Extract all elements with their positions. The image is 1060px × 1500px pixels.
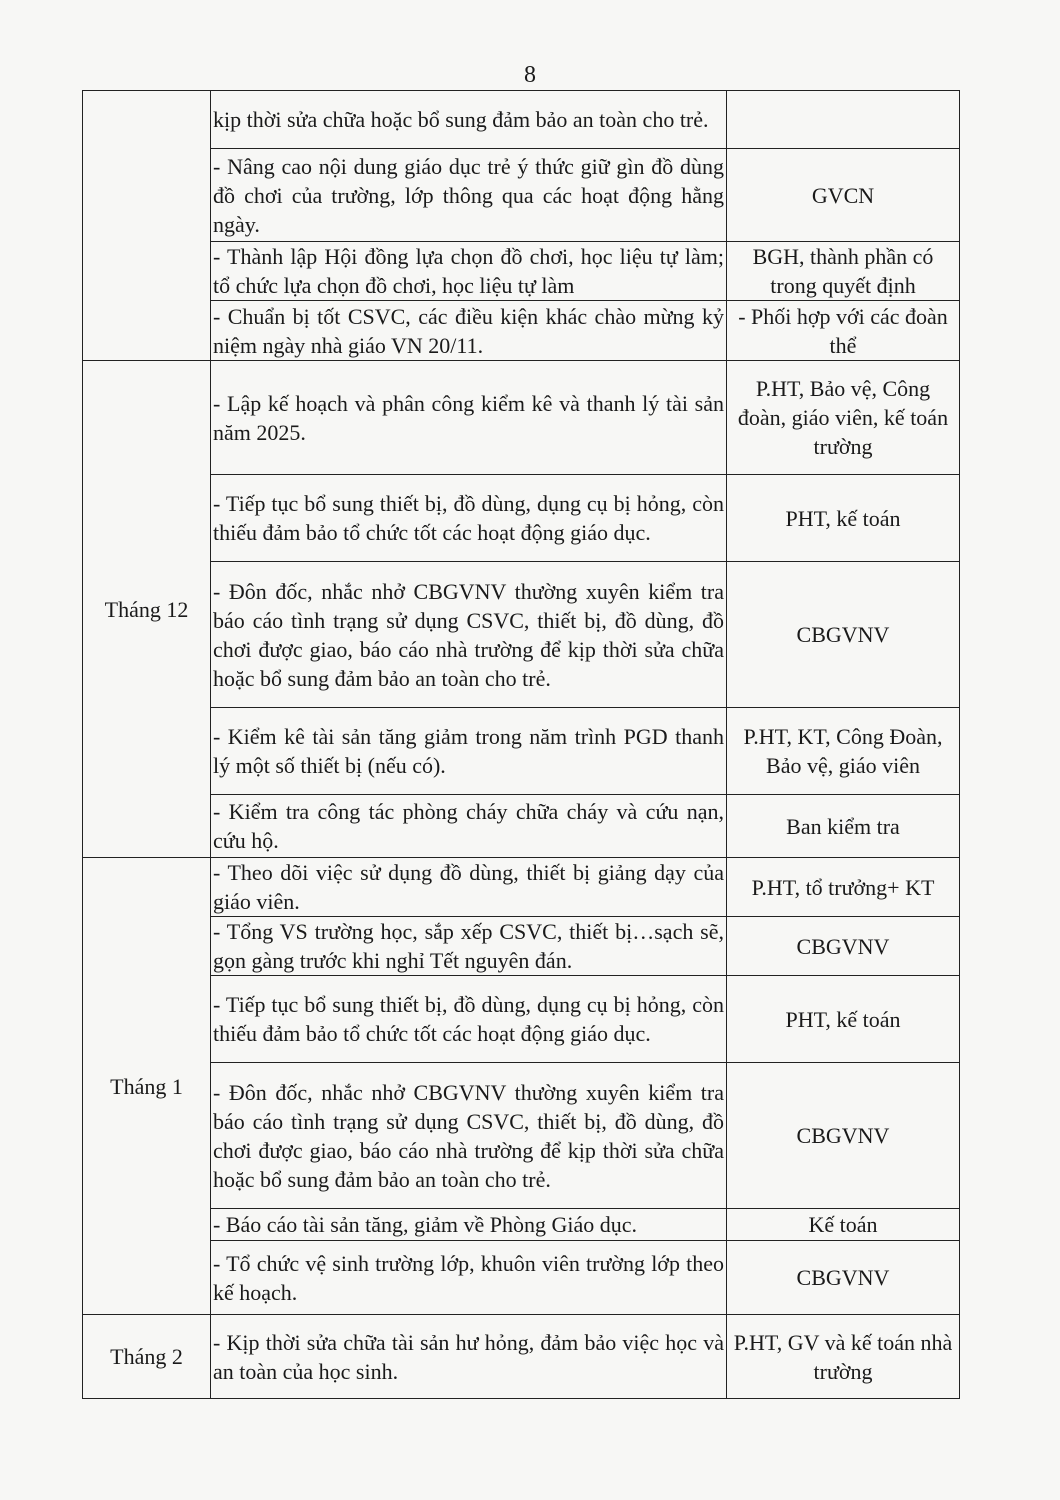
responsible-cell: CBGVNV (727, 562, 960, 708)
table-row (83, 562, 960, 708)
table-row (83, 917, 960, 976)
responsible-cell: P.HT, GV và kế toán nhà trường (727, 1315, 960, 1399)
table-row (83, 475, 960, 562)
table-row (83, 708, 960, 795)
task-cell: - Tổ chức vệ sinh trường lớp, khuôn viên trường lớp theo kế hoạch. (211, 1241, 727, 1315)
task-cell: - Đôn đốc, nhắc nhở CBGVNV thường xuyên kiểm tra báo cáo tình trạng sử dụng CSVC, thiết bị, đồ dùng, đồ chơi được giao, báo cáo nhà trường để kịp thời sửa chữa hoặc bổ sung đảm bảo an toàn cho trẻ. (211, 1063, 727, 1209)
table-row (83, 858, 960, 917)
responsible-cell: - Phối hợp với các đoàn thể (727, 301, 960, 361)
table-row (83, 149, 960, 242)
responsible-cell: CBGVNV (727, 917, 960, 976)
task-cell: - Kịp thời sửa chữa tài sản hư hỏng, đảm bảo việc học và an toàn của học sinh. (211, 1315, 727, 1399)
responsible-cell: CBGVNV (727, 1241, 960, 1315)
table-row (83, 976, 960, 1063)
month-cell: Tháng 12 (83, 361, 211, 858)
task-cell: - Kiểm tra công tác phòng cháy chữa cháy và cứu nạn, cứu hộ. (211, 795, 727, 858)
table-row (83, 1241, 960, 1315)
task-cell: - Tiếp tục bổ sung thiết bị, đồ dùng, dụng cụ bị hỏng, còn thiếu đảm bảo tổ chức tốt các hoạt động giáo dục. (211, 475, 727, 562)
responsible-cell: BGH, thành phần có trong quyết định (727, 242, 960, 301)
page-number: 8 (524, 62, 536, 88)
table-row (83, 1315, 960, 1399)
responsible-cell: P.HT, Bảo vệ, Công đoàn, giáo viên, kế toán trường (727, 361, 960, 475)
responsible-cell: Kế toán (727, 1209, 960, 1241)
task-cell: - Lập kế hoạch và phân công kiểm kê và thanh lý tài sản năm 2025. (211, 361, 727, 475)
responsible-cell: P.HT, KT, Công Đoàn, Bảo vệ, giáo viên (727, 708, 960, 795)
task-cell: - Báo cáo tài sản tăng, giảm về Phòng Giáo dục. (211, 1209, 727, 1241)
responsible-cell: PHT, kế toán (727, 976, 960, 1063)
task-cell: - Tiếp tục bổ sung thiết bị, đồ dùng, dụng cụ bị hỏng, còn thiếu đảm bảo tổ chức tốt các hoạt động giáo dục. (211, 976, 727, 1063)
task-cell: - Nâng cao nội dung giáo dục trẻ ý thức giữ gìn đồ dùng đồ chơi của trường, lớp thông qua các hoạt động hằng ngày. (211, 149, 727, 242)
table-row (83, 242, 960, 301)
responsible-cell: PHT, kế toán (727, 475, 960, 562)
table-row (83, 91, 960, 149)
responsible-cell: P.HT, tổ trưởng+ KT (727, 858, 960, 917)
task-cell: kịp thời sửa chữa hoặc bổ sung đảm bảo an toàn cho trẻ. (211, 91, 727, 149)
asset-management-plan-table (82, 90, 960, 1399)
table-row (83, 795, 960, 858)
table-row (83, 361, 960, 475)
responsible-cell: GVCN (727, 149, 960, 242)
month-cell: Tháng 1 (83, 858, 211, 1315)
responsible-cell (727, 91, 960, 149)
table-row (83, 1209, 960, 1241)
task-cell: - Tổng VS trường học, sắp xếp CSVC, thiết bị…sạch sẽ, gọn gàng trước khi nghỉ Tết nguyên đán. (211, 917, 727, 976)
month-cell (83, 91, 211, 361)
responsible-cell: CBGVNV (727, 1063, 960, 1209)
task-cell: - Đôn đốc, nhắc nhở CBGVNV thường xuyên kiểm tra báo cáo tình trạng sử dụng CSVC, thiết bị, đồ dùng, đồ chơi được giao, báo cáo nhà trường để kịp thời sửa chữa hoặc bổ sung đảm bảo an toàn cho trẻ. (211, 562, 727, 708)
month-cell: Tháng 2 (83, 1315, 211, 1399)
task-cell: - Chuẩn bị tốt CSVC, các điều kiện khác chào mừng kỷ niệm ngày nhà giáo VN 20/11. (211, 301, 727, 361)
table-row (83, 1063, 960, 1209)
responsible-cell: Ban kiểm tra (727, 795, 960, 858)
task-cell: - Theo dõi việc sử dụng đồ dùng, thiết bị giảng dạy của giáo viên. (211, 858, 727, 917)
task-cell: - Kiểm kê tài sản tăng giảm trong năm trình PGD thanh lý một số thiết bị (nếu có). (211, 708, 727, 795)
task-cell: - Thành lập Hội đồng lựa chọn đồ chơi, học liệu tự làm; tổ chức lựa chọn đồ chơi, học liệu tự làm (211, 242, 727, 301)
table-row (83, 301, 960, 361)
